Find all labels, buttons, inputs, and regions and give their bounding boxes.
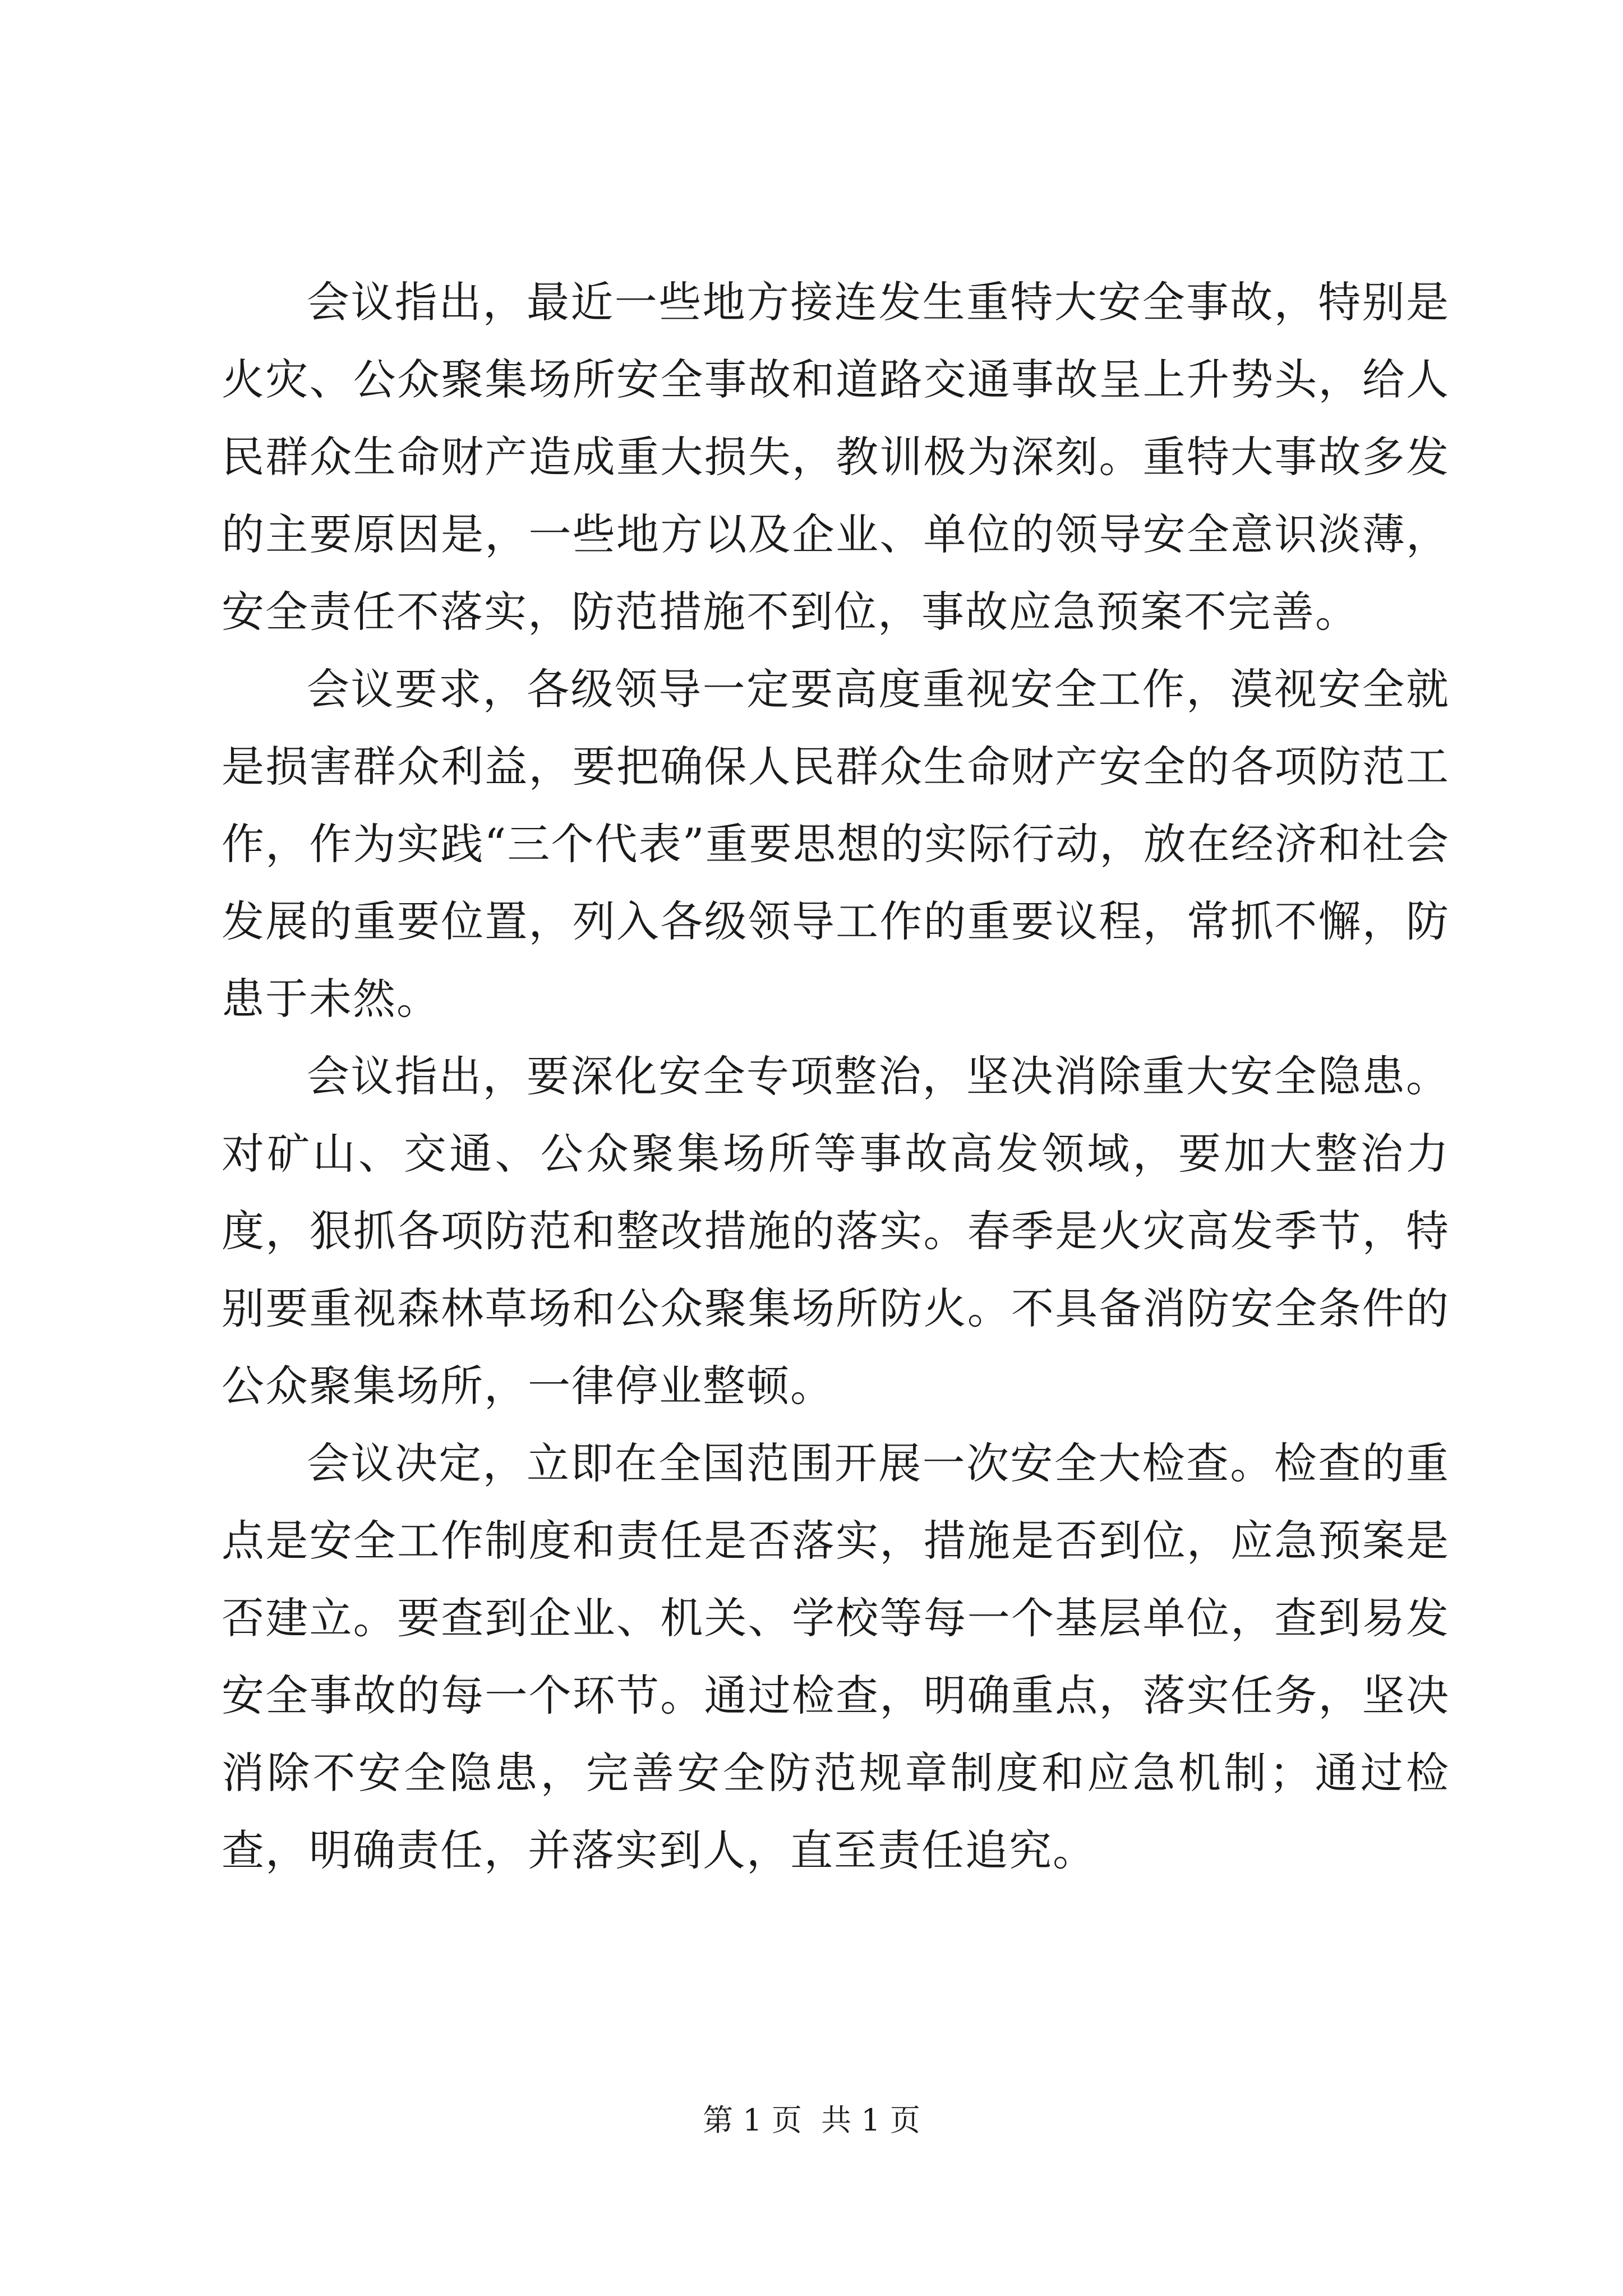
page-number-label: 第 1 页 共 1 页	[703, 2102, 920, 2138]
paragraph-1: 会议指出，最近一些地方接连发生重特大安全事故，特别是火灾、公众聚集场所安全事故和道路交通事故呈上升势头，给人民群众生命财产造成重大损失，教训极为深刻。重特大事故多发的主要原因是，一些地方以及企业、单位的领导安全意识淡薄，安全责任不落实，防范措施不到位，事故应急预案不完善。	[222, 277, 1450, 637]
page-footer	[0, 2101, 1623, 2140]
document-body	[222, 264, 1450, 1889]
paragraph-2: 会议要求，各级领导一定要高度重视安全工作，漠视安全就是损害群众利益，要把确保人民群众生命财产安全的各项防范工作，作为实践“三个代表”重要思想的实际行动，放在经济和社会发展的重要位置，列入各级领导工作的重要议程，常抓不懈，防患于未然。	[222, 664, 1450, 1024]
paragraph-4: 会议决定，立即在全国范围开展一次安全大检查。检查的重点是安全工作制度和责任是否落实，措施是否到位，应急预案是否建立。要查到企业、机关、学校等每一个基层单位，查到易发安全事故的每一个环节。通过检查，明确重点，落实任务，坚决消除不安全隐患，完善安全防范规章制度和应急机制；通过检查，明确责任，并落实到人，直至责任追究。	[222, 1438, 1450, 1875]
paragraph-3: 会议指出，要深化安全专项整治，坚决消除重大安全隐患。对矿山、交通、公众聚集场所等事故高发领域，要加大整治力度，狠抓各项防范和整改措施的落实。春季是火灾高发季节，特别要重视森林草场和公众聚集场所防火。不具备消防安全条件的公众聚集场所，一律停业整顿。	[222, 1051, 1450, 1411]
